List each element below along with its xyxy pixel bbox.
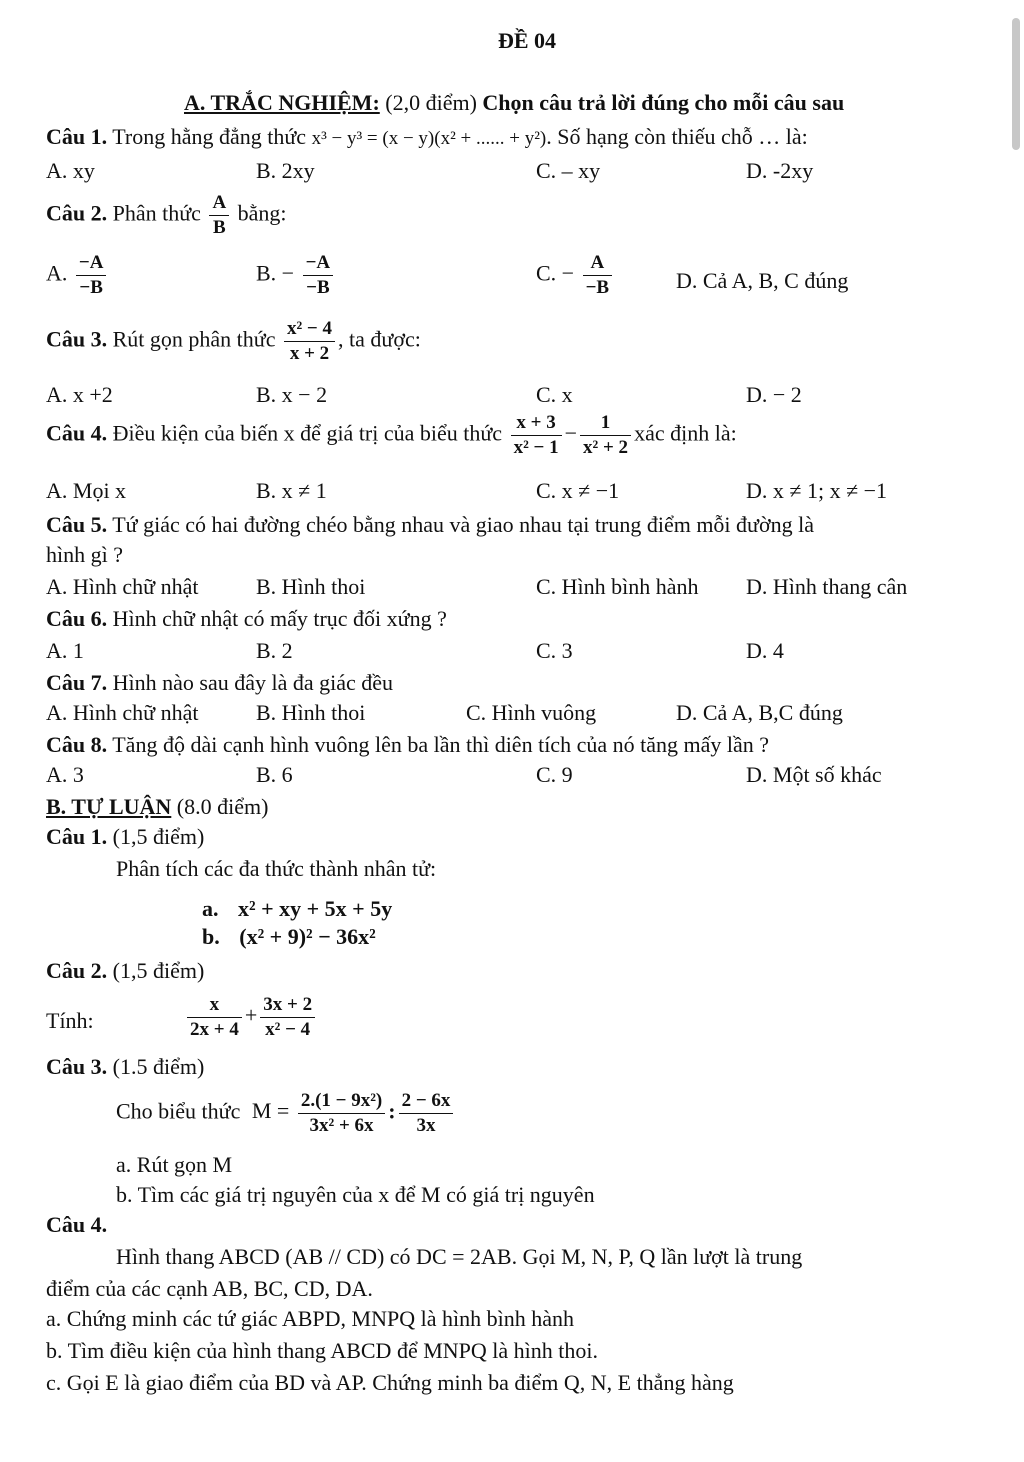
q1-option-c: C. – xy [536,158,601,183]
essay-2-heading: Câu 2. (1,5 điểm) [46,958,205,983]
q2-option-c: C. − $\frac{A}{-B}$ [536,252,615,299]
question-text: Điều kiện của biến x để giá trị của biểu thức [112,420,503,446]
part-b-points: (8.0 điểm) [176,794,269,819]
q5-option-c: C. Hình bình hành [536,574,699,599]
q2-option-a: A. $\frac{-A}{-B}$ [46,252,109,299]
q1-option-a: A. xy [46,158,95,183]
question-text: . Số hạng còn thiếu chỗ … là: [546,124,808,149]
question-4 [46,412,737,459]
q3-option-c: C. x [536,382,573,407]
formula: x³ − y³ = (x − y)(x² + ...... + y²) [311,128,547,149]
q6-option-c: C. 3 [536,638,573,663]
part-a-points: (2,0 điểm) [385,90,477,115]
page-title: ĐỀ 04 [498,28,557,53]
fraction: $\frac{A}{B}$ [209,192,229,239]
operator: − [564,420,578,446]
q1-option-b: B. 2xy [256,158,315,183]
q6-option-d: D. 4 [746,638,784,663]
q4-option-b: B. x ≠ 1 [256,478,327,503]
question-label: Câu 8. [46,732,108,757]
essay-1-heading: Câu 1. (1,5 điểm) [46,824,205,849]
part-a-title: A. TRẮC NGHIỆM: [184,90,380,115]
essay-3-heading: Câu 3. (1.5 điểm) [46,1054,205,1079]
question-text: , ta được: [338,326,421,352]
question-3 [46,318,421,365]
part-b-title: B. TỰ LUẬN [46,794,172,819]
question-text: Hình nào sau đây là đa giác đều [112,670,394,695]
question-text: Hình chữ nhật có mấy trục đối xứng ? [112,606,447,631]
essay-3-a: a. Rút gọn M [116,1152,233,1177]
q8-option-c: C. 9 [536,762,573,787]
essay-4-b: b. Tìm điều kiện của hình thang ABCD để MNPQ là hình thoi. [46,1338,598,1363]
question-text: xác định là: [634,420,737,446]
q2-option-b: B. − $\frac{-A}{-B}$ [256,252,336,299]
q4-option-c: C. x ≠ −1 [536,478,620,503]
question-5-cont: hình gì ? [46,542,123,567]
q8-option-b: B. 6 [256,762,293,787]
fraction: $\frac{\text{x² − 4}}{x + 2}$ [284,318,335,365]
q7-option-a: A. Hình chữ nhật [46,700,199,725]
q3-option-a: A. x +2 [46,382,113,407]
question-2 [46,192,287,239]
question-1 [46,124,808,150]
q5-option-a: A. Hình chữ nhật [46,574,199,599]
q3-option-d: D. − 2 [746,382,802,407]
question-text: Phân thức [112,200,201,226]
essay-2-expression: $\frac{x}{2x + 4}$ + $\frac{3x + 2}{\text{x² − 4}}$ [184,994,318,1041]
essay-3-b: b. Tìm các giá trị nguyên của x để M có giá trị nguyên [116,1182,595,1207]
q4-option-d: D. x ≠ 1; x ≠ −1 [746,478,888,503]
essay-4-text-2: điểm của các cạnh AB, BC, CD, DA. [46,1276,373,1301]
question-label: Câu 1. [46,124,108,149]
q7-option-b: B. Hình thoi [256,700,366,725]
essay-1-text: Phân tích các đa thức thành nhân tử: [116,856,437,881]
question-label: Câu 2. [46,200,108,226]
q3-option-b: B. x − 2 [256,382,328,407]
essay-1-b: b. (x² + 9)² − 36x² [202,924,376,949]
question-text: Tứ giác có hai đường chéo bằng nhau và giao nhau tại trung điểm mỗi đường là [112,512,814,537]
q4-option-a: A. Mọi x [46,478,127,503]
fraction: $\frac{1}{\text{x² + 2}}$ [580,412,631,459]
question-label: Câu 4. [46,420,108,446]
question-text: bằng: [237,200,287,226]
question-label: Câu 5. [46,512,108,537]
q5-option-b: B. Hình thoi [256,574,366,599]
question-label: Câu 3. [46,326,108,352]
q8-option-d: D. Một số khác [746,762,882,787]
question-6 [46,606,447,631]
essay-4-heading: Câu 4. [46,1212,108,1237]
question-7 [46,670,393,695]
scrollbar[interactable] [1012,18,1020,150]
q8-option-a: A. 3 [46,762,84,787]
question-text: Rút gọn phân thức [112,326,276,352]
q6-option-a: A. 1 [46,638,84,663]
q1-option-d: D. -2xy [746,158,814,183]
q5-option-d: D. Hình thang cân [746,574,908,599]
question-text: Trong hằng đẳng thức [112,124,307,149]
question-8 [46,732,769,757]
essay-4-c: c. Gọi E là giao điểm của BD và AP. Chứng minh ba điểm Q, N, E thẳng hàng [46,1370,734,1395]
q7-option-c: C. Hình vuông [466,700,597,725]
fraction: $\frac{x + 3}{\text{x² − 1}}$ [511,412,562,459]
question-5 [46,512,814,537]
question-label: Câu 7. [46,670,108,695]
essay-4-a: a. Chứng minh các tứ giác ABPD, MNPQ là hình bình hành [46,1306,574,1331]
part-a-heading [184,90,844,115]
question-label: Câu 6. [46,606,108,631]
q7-option-d: D. Cả A, B,C đúng [676,700,843,725]
essay-2-label: Tính: [46,1008,94,1033]
q6-option-b: B. 2 [256,638,293,663]
q2-option-d: D. Cả A, B, C đúng [676,268,849,293]
essay-3-expression: Cho biểu thức M = $\frac{\text{2.(1 − 9x²)}}{\text{3x² + 6x}}$ : $\frac{2 - 6x}{3x}$ [116,1090,456,1137]
essay-1-a: a. x² + xy + 5x + 5y [202,896,393,921]
essay-4-text-1: Hình thang ABCD (AB // CD) có DC = 2AB. Gọi M, N, P, Q lần lượt là trung [116,1244,803,1269]
question-text: Tăng độ dài cạnh hình vuông lên ba lần thì diên tích của nó tăng mấy lần ? [112,732,769,757]
part-b-heading [46,794,268,819]
part-a-instruction: Chọn câu trả lời đúng cho mỗi câu sau [482,90,845,115]
